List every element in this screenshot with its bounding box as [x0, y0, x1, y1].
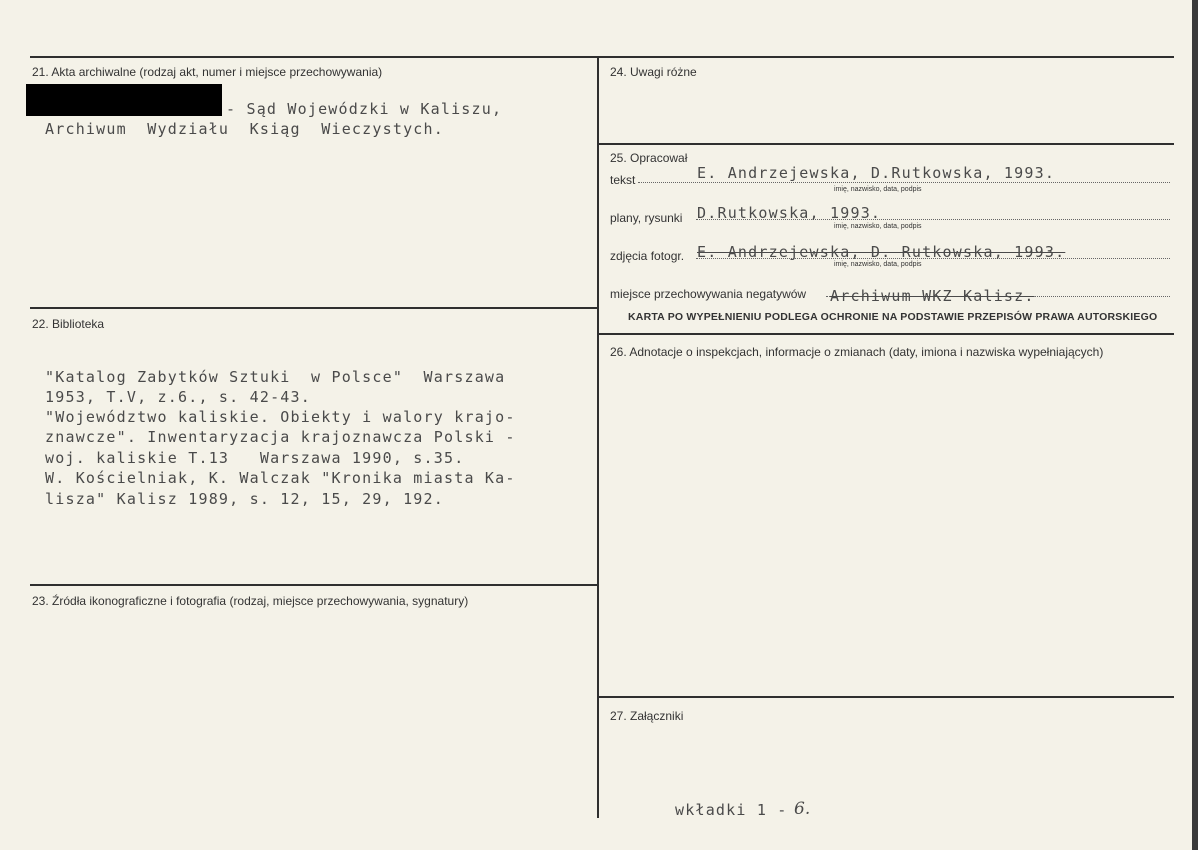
plany-value: D.Rutkowska, 1993.	[697, 204, 882, 222]
section-22-label: 22. Biblioteka	[32, 317, 105, 331]
plany-label: plany, rysunki	[610, 211, 683, 225]
center-divider	[597, 56, 599, 818]
card-right-edge	[1192, 0, 1198, 850]
bibliography-line-7: lisza" Kalisz 1989, s. 12, 15, 29, 192.	[45, 490, 444, 508]
divider-25-26	[598, 333, 1174, 335]
bibliography-line-5: woj. kaliskie T.13 Warszawa 1990, s.35.	[45, 449, 465, 467]
wkladki-handwritten-number: 6.	[794, 799, 811, 819]
wkladki-text: wkładki 1 -	[675, 801, 788, 819]
divider-22-23	[30, 584, 598, 586]
bibliography-line-2: 1953, T.V, z.6., s. 42-43.	[45, 388, 311, 406]
section-21-line-1: - Sąd Wojewódzki w Kaliszu,	[226, 100, 503, 118]
redaction-block	[26, 84, 222, 116]
zdjecia-label: zdjęcia fotogr.	[610, 249, 685, 263]
section-24-label: 24. Uwagi różne	[610, 65, 697, 79]
negatywy-value: Archiwum WKZ Kalisz.	[830, 287, 1035, 305]
bibliography-line-3: "Województwo kaliskie. Obiekty i walory krajo-	[45, 408, 516, 426]
divider-21-22	[30, 307, 598, 309]
copyright-notice: KARTA PO WYPEŁNIENIU PODLEGA OCHRONIE NA PODSTAWIE PRZEPISÓW PRAWA AUTORSKIEGO	[628, 311, 1158, 323]
bibliography-line-6: W. Kościelniak, K. Walczak "Kronika miasta Ka-	[45, 469, 516, 487]
zdjecia-hint: imię, nazwisko, data, podpis	[834, 261, 922, 268]
section-21-label: 21. Akta archiwalne (rodzaj akt, numer i miejsce przechowywania)	[32, 65, 383, 79]
divider-24-25	[598, 143, 1174, 145]
tekst-label: tekst	[610, 173, 636, 187]
top-rule	[30, 56, 1174, 58]
section-23-label: 23. Źródła ikonograficzne i fotografia (rodzaj, miejsce przechowywania, sygnatury)	[32, 594, 469, 608]
tekst-value: E. Andrzejewska, D.Rutkowska, 1993.	[697, 164, 1056, 182]
negatywy-label: miejsce przechowywania negatywów	[610, 287, 807, 301]
section-21-line-2: Archiwum Wydziału Ksiąg Wieczystych.	[45, 120, 444, 138]
section-26-label: 26. Adnotacje o inspekcjach, informacje o zmianach (daty, imiona i nazwiska wypełniających)	[610, 345, 1104, 359]
section-27-label: 27. Załączniki	[610, 709, 684, 723]
section-25-label: 25. Opracował	[610, 151, 688, 165]
bibliography-line-1: "Katalog Zabytków Sztuki w Polsce" Warszawa	[45, 368, 506, 386]
divider-26-27	[598, 696, 1174, 698]
plany-hint: imię, nazwisko, data, podpis	[834, 223, 922, 230]
tekst-hint: imię, nazwisko, data, podpis	[834, 186, 922, 193]
zdjecia-value: E. Andrzejewska, D. Rutkowska, 1993.	[697, 243, 1066, 261]
bibliography-line-4: znawcze". Inwentaryzacja krajoznawcza Polski -	[45, 428, 516, 446]
